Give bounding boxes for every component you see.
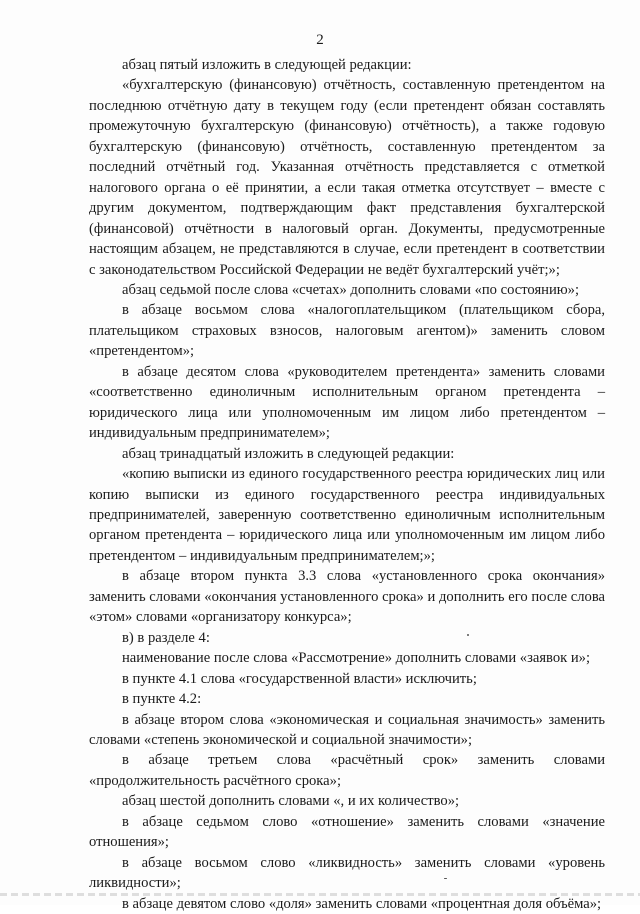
scan-speck	[444, 878, 447, 879]
paragraph-7: «копию выписки из единого государственного реестра юридических лиц или копию выписки из единого государственного реестра индивидуальных предпринимателей, заверенную соответственно единоличным исполнительным органом претендента – юридического лица или уполномоченным им лицом либо претендентом – индивидуальным предпринимателем;»;	[89, 466, 605, 564]
page-number: 2	[316, 32, 324, 48]
paragraph-6: абзац тринадцатый изложить в следующей редакции:	[122, 445, 455, 462]
document-body	[89, 55, 605, 914]
scan-speck	[467, 634, 469, 636]
paragraph-5: в абзаце десятом слова «руководителем претендента» заменить словами «соответственно единоличным исполнительным органом претендента – юридического лица или уполномоченным им лицом либо претендентом – индивидуальным предпринимателем»;	[89, 363, 605, 442]
paragraph-15: абзац шестой дополнить словами «, и их количество»;	[122, 793, 460, 810]
paragraph-4: в абзаце восьмом слова «налогоплательщиком (плательщиком сбора, плательщиком страховых взносов, налоговым агентом)» заменить словом «претендентом»;	[89, 302, 605, 360]
paragraph-16: в абзаце седьмом слово «отношение» заменить словами «значение отношения»;	[89, 813, 605, 851]
scan-bottom-edge	[0, 893, 640, 896]
paragraph-1: абзац пятый изложить в следующей редакции:	[122, 57, 412, 73]
paragraph-10: наименование после слова «Рассмотрение» дополнить словами «заявок и»;	[122, 650, 591, 667]
paragraph-8: в абзаце втором пункта 3.3 слова «установленного срока окончания» заменить словами «окончания установленного срока» и дополнить его после слова «этом» словами «организатору конкурса»;	[89, 568, 605, 626]
paragraph-13: в абзаце втором слова «экономическая и социальная значимость» заменить словами «степень экономической и социальной значимости»;	[89, 711, 605, 748]
paragraph-9: в) в разделе 4:	[122, 629, 210, 646]
paragraph-11: в пункте 4.1 слова «государственной власти» исключить;	[122, 670, 477, 687]
paragraph-18: в абзаце девятом слово «доля» заменить словами «процентная доля объёма»;	[122, 895, 602, 912]
paragraph-14: в абзаце третьем слова «расчётный срок» заменить словами «продолжительность расчётного срока»;	[89, 752, 605, 789]
paragraph-17: в абзаце восьмом слово «ликвидность» заменить словами «уровень ликвидности»;	[89, 854, 605, 892]
paragraph-12: в пункте 4.2:	[122, 691, 202, 708]
paragraph-3: абзац седьмой после слова «счетах» дополнить словами «по состоянию»;	[122, 281, 580, 298]
paragraph-2: «бухгалтерскую (финансовую) отчётность, составленную претендентом на последнюю отчётную дату в текущем году (если претендент обязан составлять промежуточную бухгалтерскую (финансовую) отчётность), а также годовую бухгалтерскую (финансовую) отчётность, составленную претендентом за последний отчётный год. Указанная отчётность представляется с отметкой налогового органа о её принятии, а если такая отметка отсутствует – вместе с другим документом, подтверждающим факт представления бухгалтерской (финансовой) отчётности в налоговый орган. Документы, предусмотренные настоящим абзацем, не представляются в случае, если претендент в соответствии с законодательством Российской Федерации не ведёт бухгалтерский учёт;»;	[89, 77, 605, 278]
